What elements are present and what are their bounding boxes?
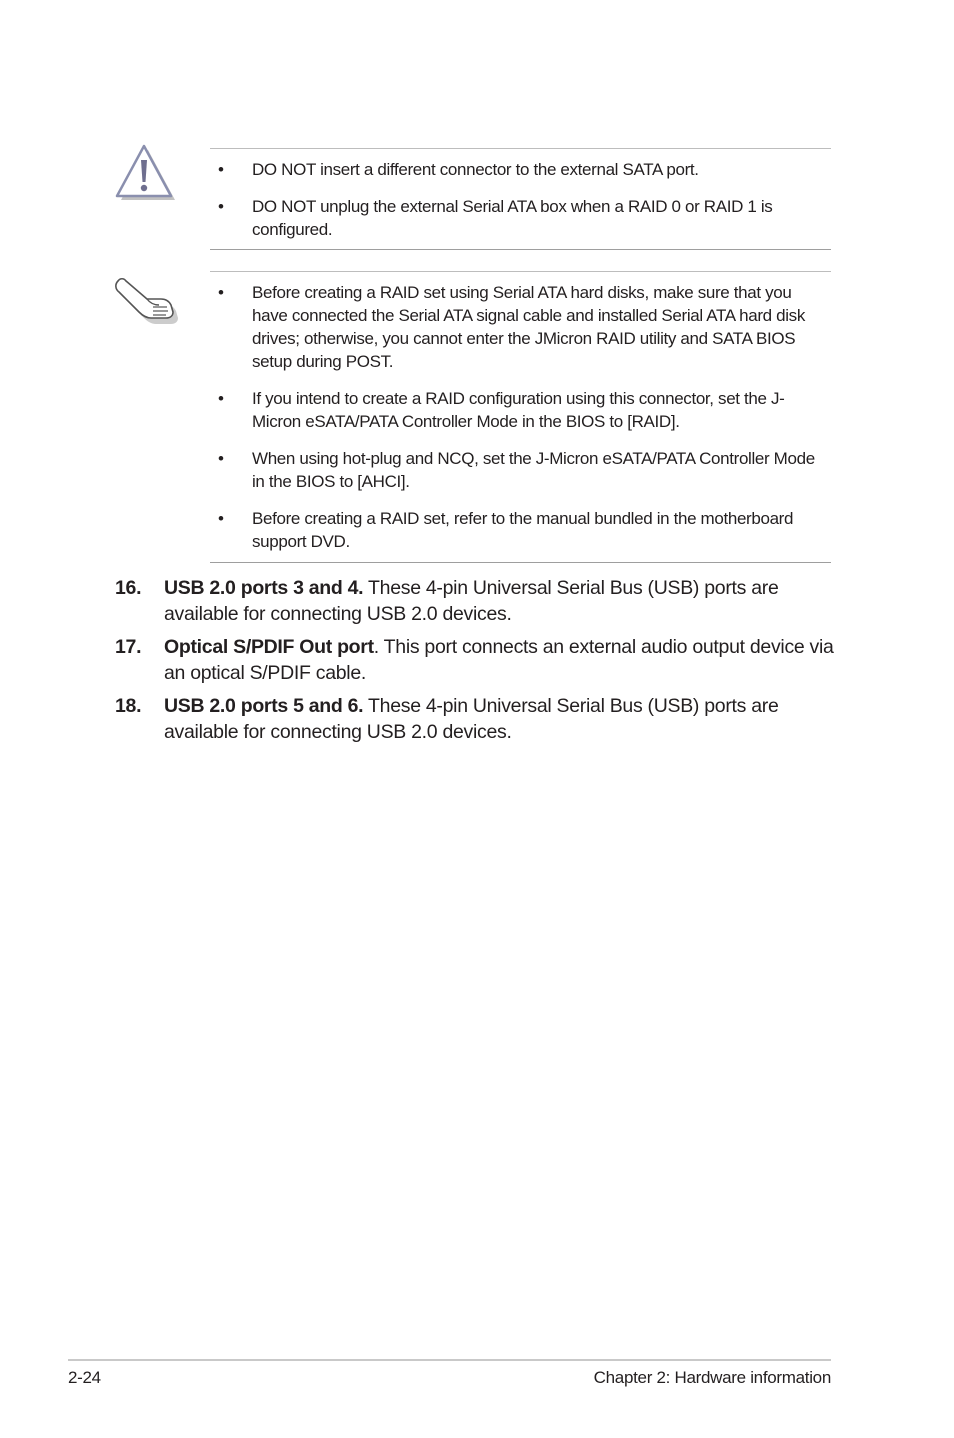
numbered-list — [115, 575, 835, 752]
caution-list — [210, 158, 831, 241]
item-term: USB 2.0 ports 5 and 6. — [164, 695, 364, 717]
item-term: USB 2.0 ports 3 and 4. — [164, 577, 364, 599]
list-item — [115, 693, 835, 745]
list-item: • If you intend to create a RAID configuration using this connector, set the J-Micron eSATA/PATA Controller Mode in the BIOS to [RAID]. — [218, 389, 785, 431]
list-item: • Before creating a RAID set using Serial ATA hard disks, make sure that you have connected the Serial ATA signal cable and installed Serial ATA hard disk drives; otherwise, you cannot enter the JMicron RAID utility and SATA BIOS setup during POST. — [218, 283, 805, 371]
list-item: • DO NOT unplug the external Serial ATA box when a RAID 0 or RAID 1 is configured. — [218, 197, 773, 239]
caution-triangle-icon — [113, 144, 177, 209]
page-number: 2-24 — [68, 1368, 101, 1387]
caution-box — [210, 148, 831, 250]
item-number: 18. — [115, 695, 142, 717]
item-text: . This port connects an external audio output device via an optical S/PDIF cable. — [164, 636, 834, 684]
note-box — [210, 271, 831, 563]
pointing-hand-icon — [113, 274, 179, 331]
list-item — [115, 575, 835, 627]
item-text: These 4-pin Universal Serial Bus (USB) ports are available for connecting USB 2.0 devices. — [164, 577, 779, 625]
list-item: • Before creating a RAID set, refer to the manual bundled in the motherboard support DVD. — [218, 509, 794, 551]
footer-divider — [68, 1359, 831, 1361]
list-item — [115, 634, 835, 686]
item-text: These 4-pin Universal Serial Bus (USB) ports are available for connecting USB 2.0 devices. — [164, 695, 779, 743]
list-item: • When using hot-plug and NCQ, set the J-Micron eSATA/PATA Controller Mode in the BIOS to [AHCI]. — [218, 449, 815, 491]
item-number: 16. — [115, 577, 142, 599]
list-item: • DO NOT insert a different connector to the external SATA port. — [218, 160, 699, 179]
item-term: Optical S/PDIF Out port — [164, 636, 374, 658]
item-number: 17. — [115, 636, 142, 658]
chapter-title: Chapter 2: Hardware information — [593, 1368, 831, 1387]
note-list — [210, 281, 831, 553]
